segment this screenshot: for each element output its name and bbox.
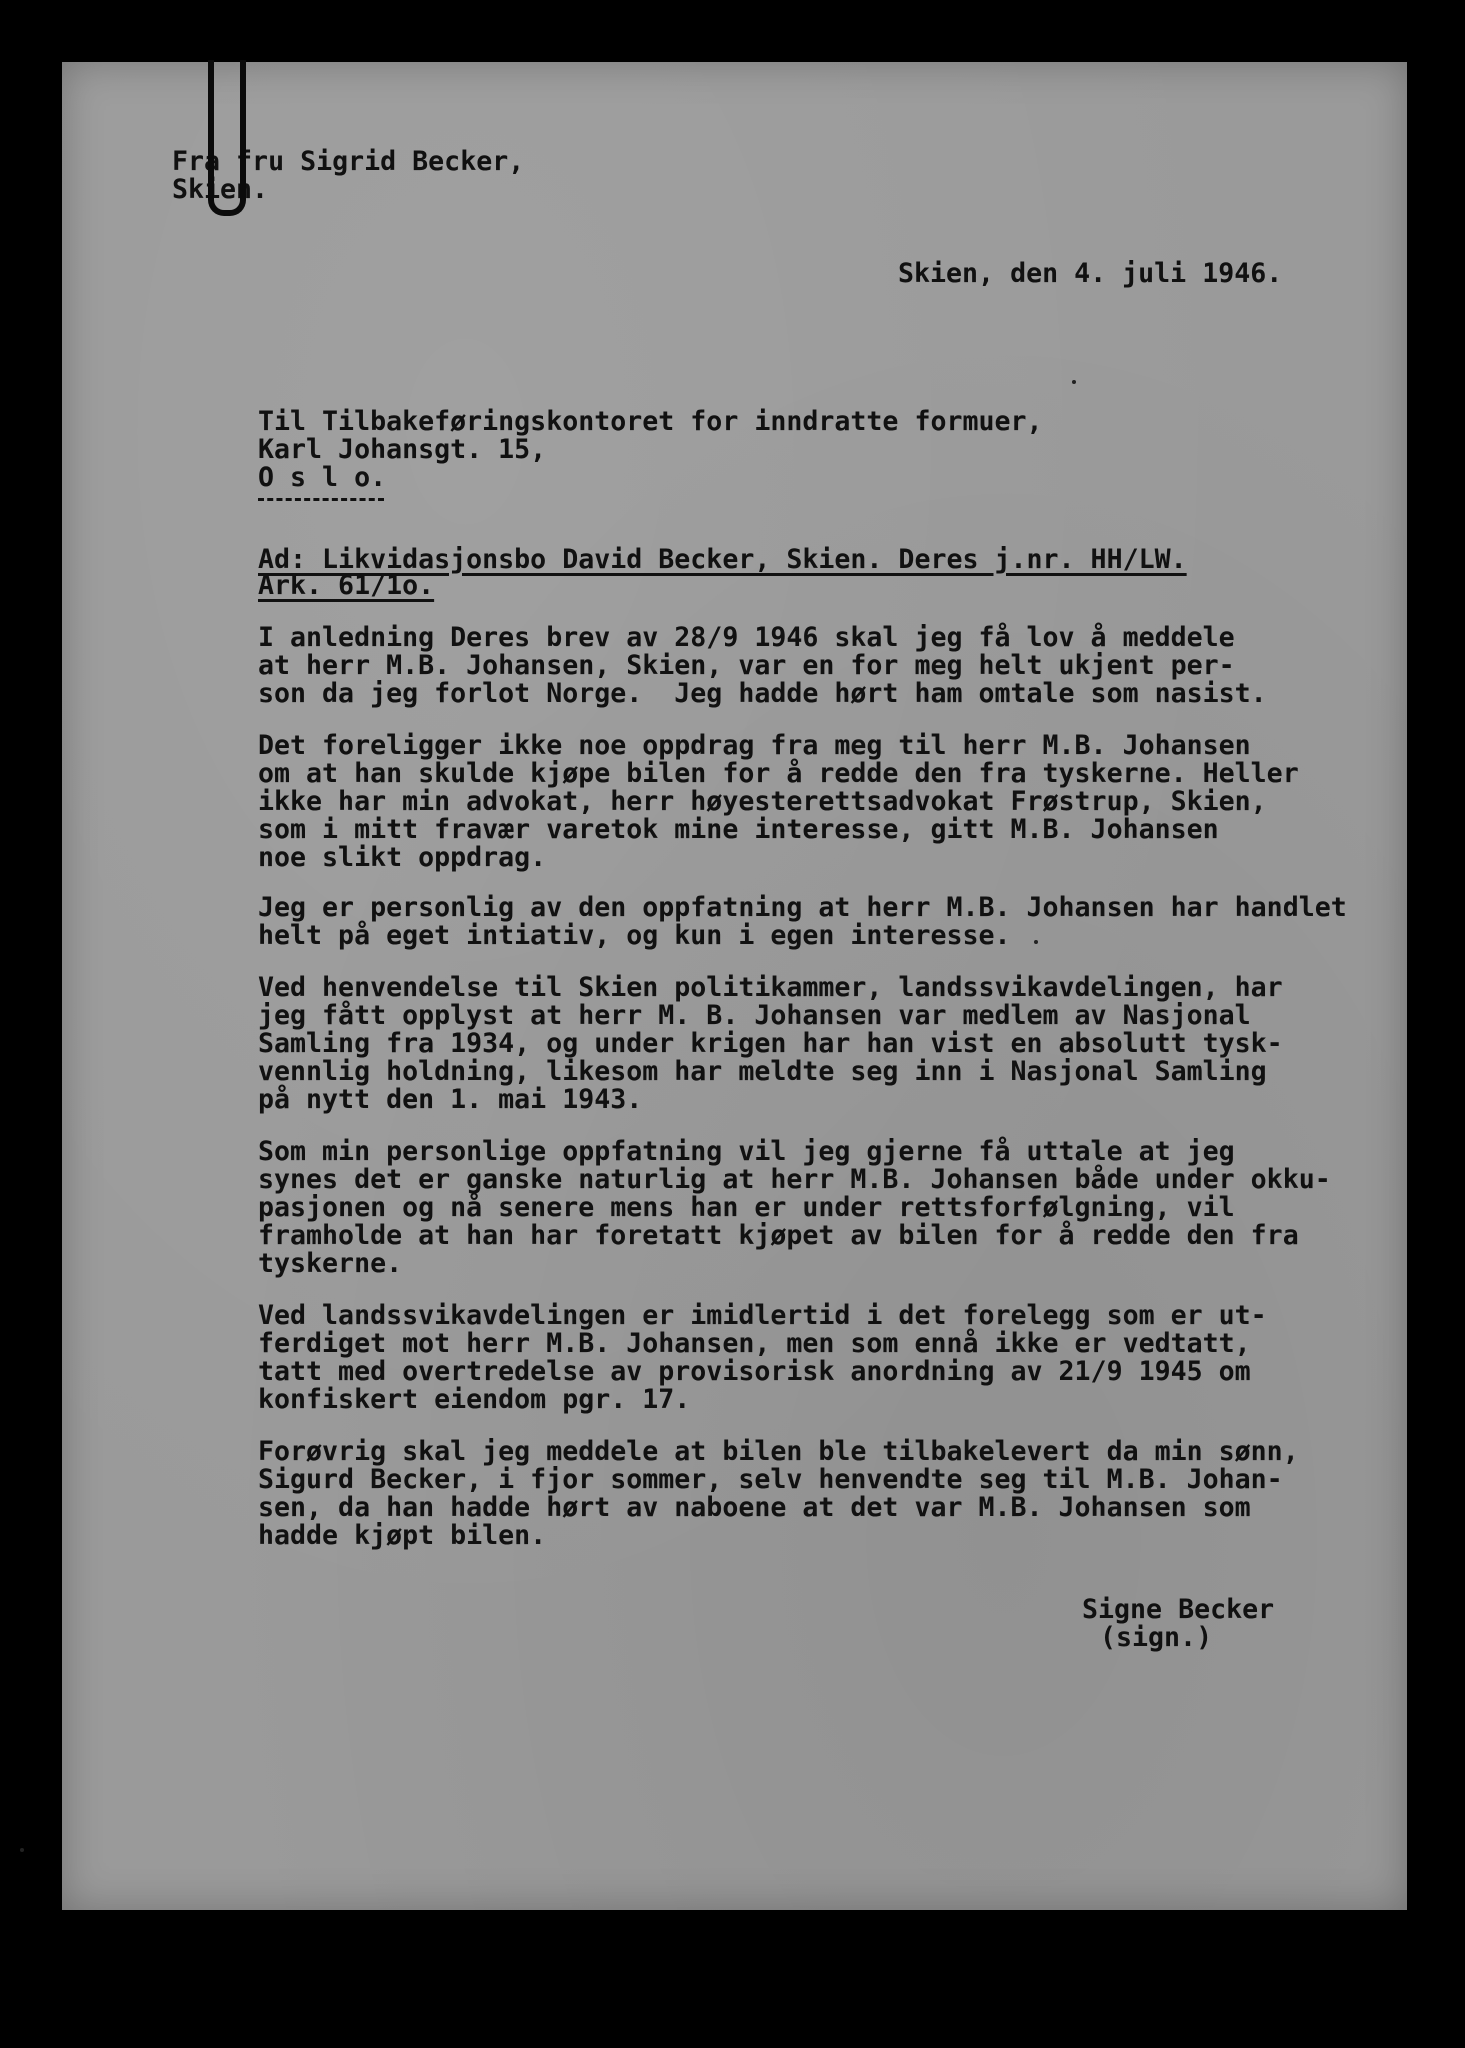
paragraph-4-line-4: vennlig holdning, likesom har meldte seg inn i Nasjonal Samling xyxy=(258,1056,1267,1087)
paragraph-2-line-4: som i mitt fravær varetok mine interesse, gitt M.B. Johansen xyxy=(258,814,1219,845)
paragraph-2-line-2: om at han skulde kjøpe bilen for å redde den fra tyskerne. Heller xyxy=(258,758,1299,789)
paragraph-6-line-1: Ved landssvikavdelingen er imidlertid i det forelegg som er ut- xyxy=(258,1300,1267,1331)
sender-line-1: Fra fru Sigrid Becker, xyxy=(172,146,525,177)
paragraph-5-line-2: synes det er ganske naturlig at herr M.B. Johansen både under okku- xyxy=(258,1164,1331,1195)
paragraph-7-line-1: Forøvrig skal jeg meddele at bilen ble tilbakelevert da min sønn, xyxy=(258,1436,1299,1467)
subject-line-1: Ad: Likvidasjonsbo David Becker, Skien. Deres j.nr. HH/LW. xyxy=(258,544,1187,575)
recipient-divider xyxy=(258,498,384,501)
signature-name: Signe Becker xyxy=(1082,1594,1275,1625)
paper-clip-mark xyxy=(208,60,246,216)
recipient-line-1: Til Tilbakeføringskontoret for inndratte formuer, xyxy=(258,406,1043,437)
paragraph-2-line-5: noe slikt oppdrag. xyxy=(258,842,547,873)
letter-date: Skien, den 4. juli 1946. xyxy=(898,258,1283,289)
paragraph-5-line-5: tyskerne. xyxy=(258,1248,403,1279)
sender-line-2: Skien. xyxy=(172,174,269,205)
paragraph-5-line-3: pasjonen og nå senere mens han er under rettsforfølgning, vil xyxy=(258,1192,1235,1223)
paragraph-2-line-1: Det foreligger ikke noe oppdrag fra meg til herr M.B. Johansen xyxy=(258,730,1251,761)
paragraph-2-line-3: ikke har min advokat, herr høyesterettsadvokat Frøstrup, Skien, xyxy=(258,786,1267,817)
subject-line-2: Ark. 61/1o. xyxy=(258,570,435,601)
paragraph-3-line-2: helt på eget intiativ, og kun i egen interesse. xyxy=(258,920,1011,951)
recipient-line-2: Karl Johansgt. 15, xyxy=(258,434,547,465)
paragraph-4-line-5: på nytt den 1. mai 1943. xyxy=(258,1084,643,1115)
paragraph-6-line-2: ferdiget mot herr M.B. Johansen, men som ennå ikke er vedtatt, xyxy=(258,1328,1251,1359)
paragraph-1-line-2: at herr M.B. Johansen, Skien, var en for meg helt ukjent per- xyxy=(258,650,1235,681)
paragraph-4-line-3: Samling fra 1934, og under krigen har han vist en absolutt tysk- xyxy=(258,1028,1283,1059)
paper-speck xyxy=(1034,940,1038,944)
paragraph-7-line-2: Sigurd Becker, i fjor sommer, selv henvendte seg til M.B. Johan- xyxy=(258,1464,1283,1495)
paper-speck xyxy=(1072,380,1076,384)
paragraph-4-line-1: Ved henvendelse til Skien politikammer, landssvikavdelingen, har xyxy=(258,972,1283,1003)
signature-note: (sign.) xyxy=(1100,1622,1213,1653)
paragraph-7-line-3: sen, da han hadde hørt av naboene at det var M.B. Johansen som xyxy=(258,1492,1251,1523)
paragraph-3-line-1: Jeg er personlig av den oppfatning at herr M.B. Johansen har handlet xyxy=(258,892,1347,923)
paper-speck xyxy=(20,1848,24,1852)
paragraph-1-line-1: I anledning Deres brev av 28/9 1946 skal jeg få lov å meddele xyxy=(258,622,1235,653)
paragraph-5-line-1: Som min personlige oppfatning vil jeg gjerne få uttale at jeg xyxy=(258,1136,1235,1167)
recipient-line-3: O s l o. xyxy=(258,462,387,493)
paragraph-5-line-4: framholde at han har foretatt kjøpet av bilen for å redde den fra xyxy=(258,1220,1299,1251)
paragraph-6-line-4: konfiskert eiendom pgr. 17. xyxy=(258,1384,691,1415)
paragraph-7-line-4: hadde kjøpt bilen. xyxy=(258,1520,547,1551)
paragraph-4-line-2: jeg fått opplyst at herr M. B. Johansen var medlem av Nasjonal xyxy=(258,1000,1251,1031)
paragraph-1-line-3: son da jeg forlot Norge. Jeg hadde hørt ham omtale som nasist. xyxy=(258,678,1267,709)
paragraph-6-line-3: tatt med overtredelse av provisorisk anordning av 21/9 1945 om xyxy=(258,1356,1251,1387)
